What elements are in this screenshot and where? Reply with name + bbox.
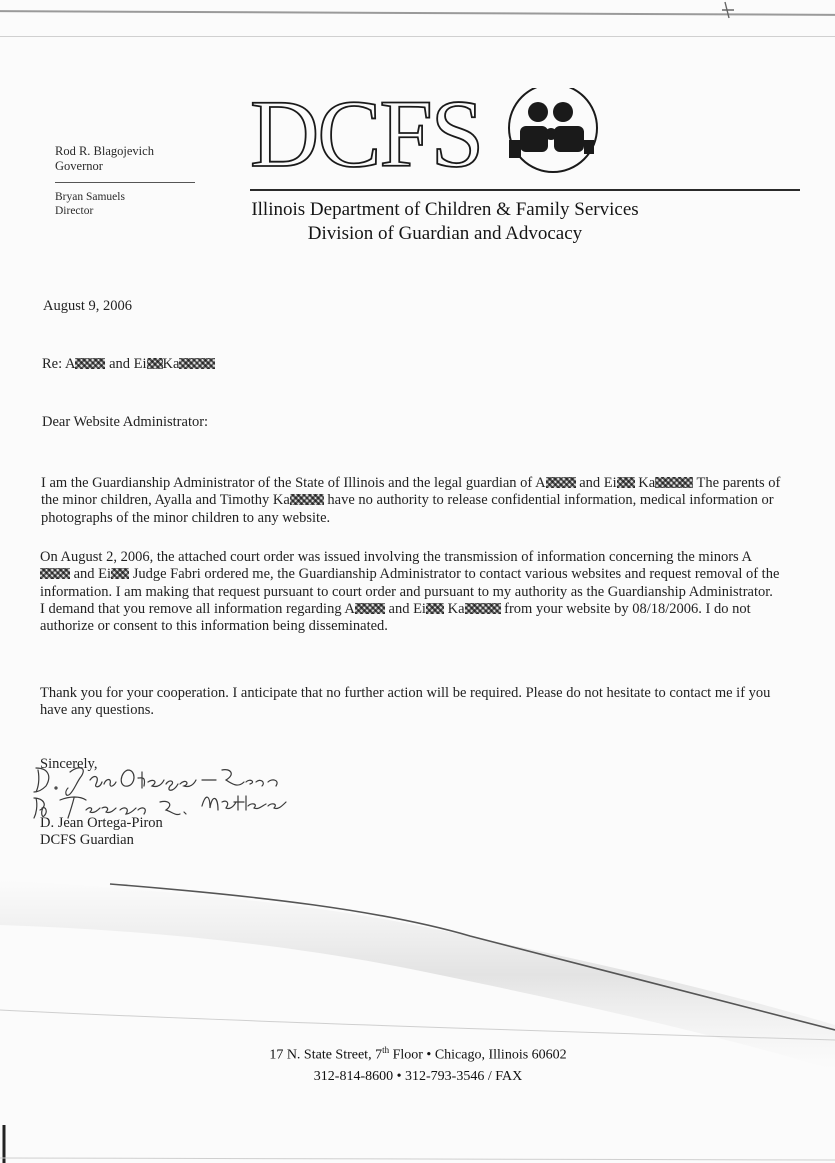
footer — [118, 1040, 718, 1087]
logo-wordmark: DCFS — [250, 88, 483, 173]
p2-text-e: Ka — [443, 600, 465, 617]
p1-text-a: I am the Guardianship Administrator of the State of Illinois and the legal guardian of A — [41, 475, 546, 491]
p2-text-d: and Ei — [384, 600, 426, 617]
p2-text-b: and Ei — [70, 566, 112, 583]
p1-text-b: and Ei — [575, 475, 617, 491]
department-name: Illinois Department of Children & Family Services — [251, 199, 639, 220]
director-name: Bryan Samuels — [55, 191, 125, 203]
p1-text-c: Ka — [638, 475, 656, 491]
footer-phones: 312-814-8600 • 312-793-3546 / FAX — [313, 1068, 523, 1084]
letter-date: August 9, 2006 — [43, 298, 133, 314]
salutation: Dear Website Administrator: — [42, 414, 209, 430]
address-street: 17 N. State Street, 7 — [269, 1047, 383, 1063]
footer-address — [118, 1040, 718, 1066]
paragraph-3: Thank you for your cooperation. I anticipate that no further action will be required. Please do not hesitate to contact me if you have any questions. — [40, 685, 771, 719]
re-prefix: Re: A — [42, 356, 76, 372]
division-name: Division of Guardian and Advocacy — [307, 223, 583, 244]
governor-name: Rod R. Blagojevich — [55, 144, 154, 158]
address-city: Floor • Chicago, Illinois 60602 — [389, 1047, 567, 1063]
p2-text-c: Judge Fabri ordered me, the Guardianship Administrator to contact various websites and request removal of the information. I am making that request pursuant to court order and pursuant to my authority as the Guardianship Administrator. I demand that you remove all information regarding A — [40, 566, 780, 617]
director-title: Director — [55, 205, 94, 217]
p1-text-d: The parents of the minor children, Ayalla and Timothy Ka — [41, 475, 781, 509]
p2-text-f: from your website by 08/18/2006. I do not authorize or consent to this information being disseminated. — [40, 600, 751, 635]
address-ordinal: th — [382, 1045, 390, 1055]
re-and: and Ei — [105, 356, 147, 372]
governor-title: Governor — [55, 159, 103, 173]
signer-title: DCFS Guardian — [40, 832, 134, 849]
re-ka: Ka — [162, 356, 180, 372]
p2-text-a: On August 2, 2006, the attached court order was issued involving the transmission of information concerning the minors A — [40, 549, 752, 565]
p1-text-e: have no authority to release confidential information, medical information or photographs of the minor children to any website. — [41, 492, 774, 526]
closing: Sincerely, — [40, 756, 98, 772]
signer-name: D. Jean Ortega-Piron — [40, 815, 163, 831]
